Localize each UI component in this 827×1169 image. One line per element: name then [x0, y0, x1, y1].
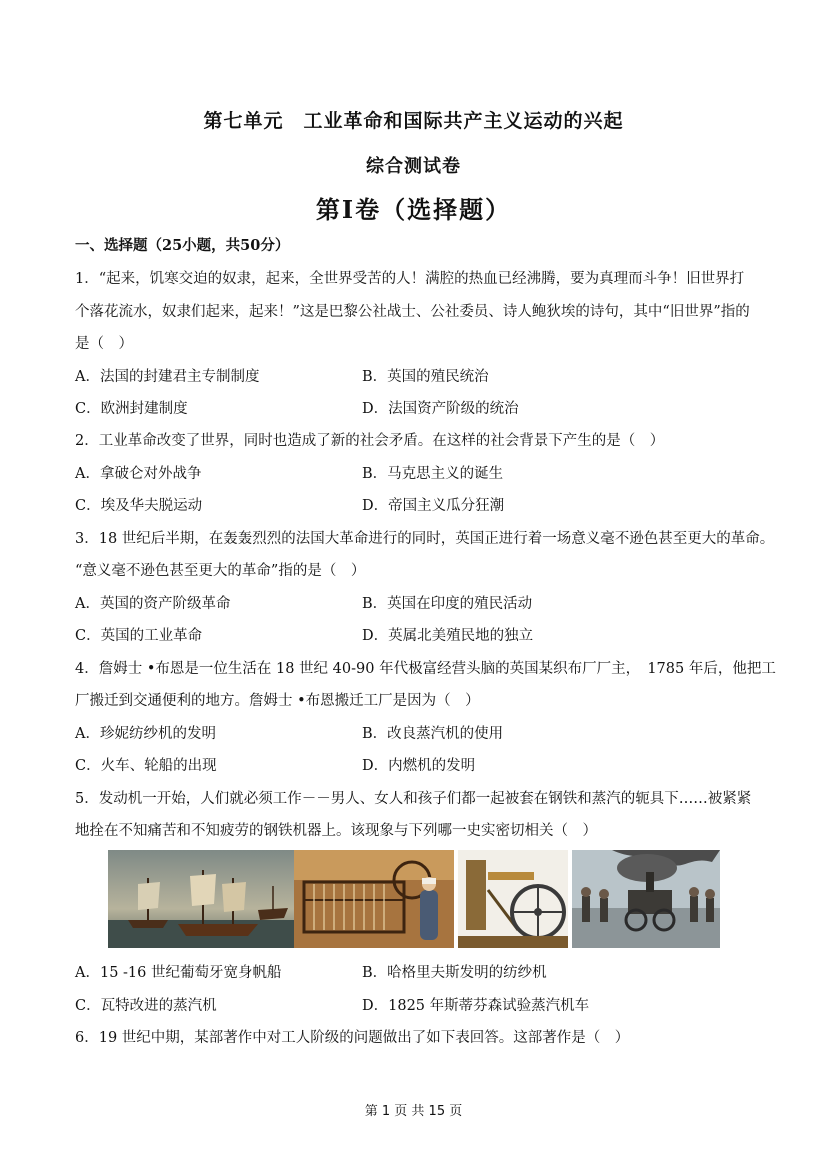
q4-option-c[interactable]: C．火车、轮船的出现: [75, 758, 217, 774]
q1-option-b[interactable]: B．英国的殖民统治: [362, 369, 489, 385]
q6-line-1: 6．19 世纪中期，某部著作中对工人阶级的问题做出了如下表回答。这部著作是（ ）: [75, 1030, 630, 1046]
q5-option-a[interactable]: A．15 -16 世纪葡萄牙宽身帆船: [75, 965, 282, 981]
q3-line-2: “意义毫不逊色甚至更大的革命”指的是（ ）: [75, 563, 366, 579]
q1-option-c[interactable]: C．欧洲封建制度: [75, 401, 188, 417]
steam-engine-image: [458, 850, 568, 948]
page-footer: 第 1 页 共 15 页: [364, 1104, 463, 1119]
q2-option-b[interactable]: B．马克思主义的诞生: [362, 466, 504, 482]
q1-option-d[interactable]: D．法国资产阶级的统治: [362, 401, 519, 417]
q1-line-1: 1．“起来，饥寒交迫的奴隶，起来，全世界受苦的人！满腔的热血已经沸腾，要为真理而斗争！旧世界打: [75, 271, 745, 287]
q3-option-c[interactable]: C．英国的工业革命: [75, 628, 203, 644]
q4-option-a[interactable]: A．珍妮纺纱机的发明: [75, 726, 216, 742]
q5-line-1: 5．发动机一开始，人们就必须工作－－男人、女人和孩子们都一起被套在钢铁和蒸汽的轭具下……被紧紧: [75, 791, 752, 807]
q2-option-c[interactable]: C．埃及华夫脱运动: [75, 498, 203, 514]
q1-option-a[interactable]: A．法国的封建君主专制制度: [75, 369, 260, 385]
q5-line-2: 地拴在不知痛苦和不知疲劳的钢铁机器上。该现象与下列哪一史实密切相关（ ）: [75, 823, 597, 839]
q4-option-d[interactable]: D．内燃机的发明: [362, 758, 476, 774]
volume-title: 第Ⅰ卷（选择题）: [315, 195, 512, 224]
sailing-ships-image: [108, 850, 294, 948]
q3-option-d[interactable]: D．英属北美殖民地的独立: [362, 628, 534, 644]
section-heading: 一、选择题（25小题，共50分）: [75, 237, 290, 254]
q5-image-strip: [108, 850, 720, 948]
q3-line-1: 3．18 世纪后半期，在轰轰烈烈的法国大革命进行的同时，英国正进行着一场意义毫不逊色甚至更大的革命。: [75, 531, 775, 547]
q2-line-1: 2．工业革命改变了世界，同时也造成了新的社会矛盾。在这样的社会背景下产生的是（ ）: [75, 433, 665, 449]
q3-option-a[interactable]: A．英国的资产阶级革命: [75, 596, 231, 612]
spinning-machine-image: [294, 850, 454, 948]
q2-option-a[interactable]: A．拿破仑对外战争: [75, 466, 202, 482]
q4-line-2: 厂搬迁到交通便利的地方。詹姆士 •布恩搬迁工厂是因为（ ）: [75, 693, 480, 709]
steam-locomotive-image: [572, 850, 720, 948]
q2-option-d[interactable]: D．帝国主义瓜分狂潮: [362, 498, 505, 514]
test-subtitle: 综合测试卷: [366, 156, 461, 177]
unit-title: 第七单元 工业革命和国际共产主义运动的兴起: [203, 110, 624, 132]
q5-option-b[interactable]: B．哈格里夫斯发明的纺纱机: [362, 965, 547, 981]
q1-line-3: 是（ ）: [75, 336, 133, 352]
q3-option-b[interactable]: B．英国在印度的殖民活动: [362, 596, 533, 612]
q4-line-1: 4．詹姆士 •布恩是一位生活在 18 世纪 40-90 年代极富经营头脑的英国某织布厂厂主， 1785 年后，他把工: [75, 661, 776, 677]
q1-line-2: 个落花流水，奴隶们起来，起来！”这是巴黎公社战士、公社委员、诗人鲍狄埃的诗句，其中“旧世界”指的: [75, 304, 750, 320]
q4-option-b[interactable]: B．改良蒸汽机的使用: [362, 726, 504, 742]
q5-option-c[interactable]: C．瓦特改进的蒸汽机: [75, 998, 217, 1014]
q5-option-d[interactable]: D．1825 年斯蒂芬森试验蒸汽机车: [362, 998, 590, 1014]
